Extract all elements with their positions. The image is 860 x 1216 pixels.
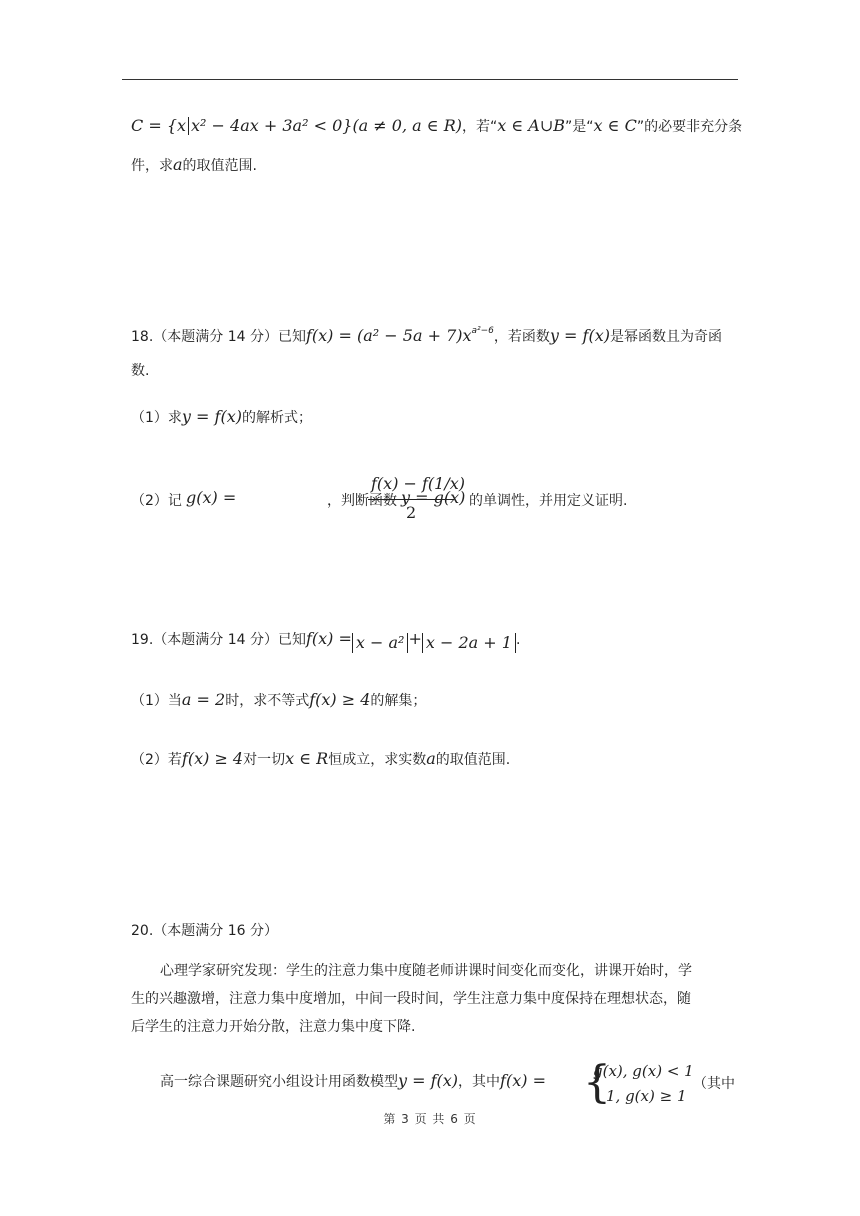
page-footer: 第 3 页 共 6 页 xyxy=(383,1112,477,1126)
set-c-label: C = {x xyxy=(131,116,187,135)
condition-a-union-b: x ∈ A∪B xyxy=(497,116,566,135)
q18-part-1 xyxy=(131,407,312,428)
q18-part2-label: （2）记 xyxy=(131,493,182,509)
q18-g-def: g(x) = xyxy=(186,488,237,507)
q19-inequality: f(x) ≥ 4 xyxy=(309,690,371,709)
q19-part-2 xyxy=(131,749,510,770)
q19-number: 19.（本题满分 14 分）已知 xyxy=(131,632,306,648)
condition-x-in-c: x ∈ C xyxy=(593,116,637,135)
q19-line-1 xyxy=(131,629,520,653)
set-c-params: (a ≠ 0, a ∈ R) xyxy=(352,116,462,135)
var-a: a xyxy=(426,749,436,768)
q20-piecewise-label: f(x) = xyxy=(500,1071,546,1090)
q18-part2-eq: y = g(x) xyxy=(401,488,466,507)
set-c-condition: x² − 4ax + 3a² < 0} xyxy=(191,116,353,135)
q19-part2-label: （2）若 xyxy=(131,752,182,768)
q17-line-2 xyxy=(131,155,257,176)
piecewise-case-1: g(x), g(x) < 1 xyxy=(593,1062,694,1080)
q20-text: 高一综合课题研究小组设计用函数模型 xyxy=(160,1074,398,1090)
q18-part1-eq: y = f(x) xyxy=(181,407,242,426)
var-a: a xyxy=(173,155,183,174)
piecewise-brace: { xyxy=(583,1057,611,1108)
set-divider xyxy=(188,117,189,135)
q20-text: ，其中 xyxy=(458,1074,501,1090)
abs-term-2: x − 2a + 1 xyxy=(422,633,516,653)
q18-part2-text: ，判断函数 xyxy=(327,493,397,509)
q19-part1-text: 时，求不等式 xyxy=(225,693,310,709)
q19-part-1 xyxy=(131,690,426,711)
q20-para1-line1: 心理学家研究发现：学生的注意力集中度随老师讲课时间变化而变化，讲课开始时，学 xyxy=(160,963,692,979)
q17-text: ，若“ xyxy=(462,119,498,135)
header-rule xyxy=(122,79,738,80)
q20-para1-line2: 生的兴趣激增，注意力集中度增加，中间一段时间，学生注意力集中度保持在理想状态，随 xyxy=(131,991,691,1007)
q18-equation: y = f(x) xyxy=(549,326,610,345)
abs-term-1: x − a² xyxy=(352,633,409,653)
q19-function: f(x) = xyxy=(305,629,352,648)
q18-part1-label: （1）求 xyxy=(131,410,182,426)
q18-line-1 xyxy=(131,326,722,347)
q18-part2-text: 的单调性，并用定义证明. xyxy=(469,493,628,509)
q20-para1-line3: 后学生的注意力开始分散，注意力集中度下降. xyxy=(131,1019,416,1035)
q20-header: 20.（本题满分 16 分） xyxy=(131,923,278,939)
q19-part2-text: 对一切 xyxy=(243,752,286,768)
fraction-denominator: 2 xyxy=(406,503,417,522)
q18-text: ，若函数 xyxy=(493,329,550,345)
q20-para2 xyxy=(160,1071,546,1092)
q19-part2-text: 的取值范围. xyxy=(435,752,511,768)
q17-line-1 xyxy=(131,116,742,137)
plus-sign: + xyxy=(408,629,422,648)
q19-inequality: f(x) ≥ 4 xyxy=(181,749,244,768)
q17-text: 的取值范围. xyxy=(182,158,257,174)
q20-text-end: （其中 xyxy=(693,1076,735,1092)
q18-number: 18.（本题满分 14 分）已知 xyxy=(131,329,306,345)
q18-line-2: 数. xyxy=(131,363,150,379)
q17-text: 件，求 xyxy=(131,158,173,174)
q17-text: ”的必要非充分条 xyxy=(636,119,743,135)
fraction-numerator: f(x) − f(1/x) xyxy=(371,474,466,493)
q18-exponent: a²−6 xyxy=(471,326,494,336)
q19-text: . xyxy=(515,632,521,648)
piecewise-case-2: 1, g(x) ≥ 1 xyxy=(606,1087,687,1105)
q20-model-eq: y = f(x) xyxy=(398,1071,459,1090)
q19-part1-label: （1）当 xyxy=(131,693,182,709)
q19-part1-text: 的解集； xyxy=(370,693,427,709)
q19-condition: a = 2 xyxy=(181,690,226,709)
q18-part1-text: 的解析式； xyxy=(241,410,312,426)
q19-domain: x ∈ R xyxy=(285,749,329,768)
q18-function: f(x) = (a² − 5a + 7)x xyxy=(305,326,472,345)
q17-text: ”是“ xyxy=(565,119,594,135)
q18-text: 是幂函数且为奇函 xyxy=(609,329,722,345)
q19-part2-text: 恒成立，求实数 xyxy=(328,752,427,768)
